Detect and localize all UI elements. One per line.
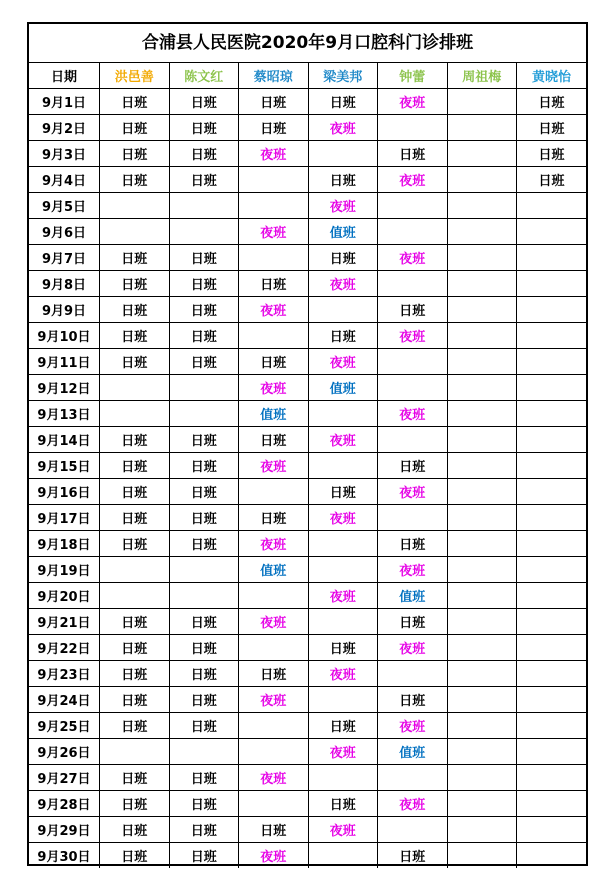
shift-cell: 日班	[100, 609, 170, 635]
date-cell: 9月2日	[29, 115, 100, 141]
table-row	[29, 817, 586, 843]
date-cell: 9月24日	[29, 687, 100, 713]
shift-cell	[239, 323, 309, 349]
date-cell: 9月13日	[29, 401, 100, 427]
schedule-table	[29, 63, 586, 868]
shift-cell: 日班	[100, 765, 170, 791]
shift-cell: 夜班	[308, 739, 378, 765]
date-cell: 9月6日	[29, 219, 100, 245]
shift-cell: 日班	[100, 505, 170, 531]
shift-cell	[169, 375, 239, 401]
shift-cell: 夜班	[378, 635, 448, 661]
shift-cell: 日班	[169, 427, 239, 453]
shift-cell	[447, 245, 517, 271]
shift-cell	[378, 427, 448, 453]
shift-cell	[308, 687, 378, 713]
shift-cell: 值班	[308, 375, 378, 401]
shift-cell	[517, 349, 587, 375]
shift-cell	[239, 713, 309, 739]
table-row	[29, 635, 586, 661]
shift-cell	[517, 297, 587, 323]
shift-cell: 日班	[169, 323, 239, 349]
doctor-header: 黄晓怡	[517, 63, 587, 89]
shift-cell: 日班	[100, 141, 170, 167]
schedule-sheet	[27, 22, 588, 866]
shift-cell: 夜班	[308, 505, 378, 531]
shift-cell: 夜班	[239, 687, 309, 713]
shift-cell	[447, 583, 517, 609]
shift-cell	[447, 739, 517, 765]
table-row	[29, 401, 586, 427]
shift-cell: 日班	[378, 141, 448, 167]
shift-cell: 日班	[169, 531, 239, 557]
shift-cell	[517, 427, 587, 453]
shift-cell: 日班	[169, 505, 239, 531]
shift-cell: 值班	[378, 583, 448, 609]
shift-cell	[447, 479, 517, 505]
table-row	[29, 661, 586, 687]
shift-cell	[517, 245, 587, 271]
shift-cell: 日班	[239, 661, 309, 687]
shift-cell	[100, 739, 170, 765]
shift-cell	[517, 765, 587, 791]
shift-cell: 日班	[378, 687, 448, 713]
shift-cell: 夜班	[378, 323, 448, 349]
table-row	[29, 791, 586, 817]
shift-cell: 夜班	[378, 89, 448, 115]
date-cell: 9月9日	[29, 297, 100, 323]
table-row	[29, 323, 586, 349]
date-cell: 9月15日	[29, 453, 100, 479]
shift-cell	[517, 557, 587, 583]
shift-cell	[447, 661, 517, 687]
shift-cell	[169, 583, 239, 609]
shift-cell: 日班	[169, 141, 239, 167]
shift-cell: 夜班	[308, 271, 378, 297]
header-row	[29, 63, 586, 89]
date-column-header: 日期	[29, 63, 100, 89]
shift-cell: 日班	[169, 661, 239, 687]
table-row	[29, 349, 586, 375]
shift-cell	[517, 323, 587, 349]
date-cell: 9月26日	[29, 739, 100, 765]
shift-cell	[239, 791, 309, 817]
shift-cell: 夜班	[239, 609, 309, 635]
shift-cell	[447, 427, 517, 453]
shift-cell: 日班	[169, 245, 239, 271]
shift-cell	[447, 193, 517, 219]
table-row	[29, 505, 586, 531]
shift-cell: 夜班	[378, 401, 448, 427]
shift-cell	[517, 401, 587, 427]
shift-cell: 日班	[378, 531, 448, 557]
shift-cell: 夜班	[308, 817, 378, 843]
shift-cell: 日班	[100, 271, 170, 297]
date-cell: 9月1日	[29, 89, 100, 115]
shift-cell: 日班	[378, 297, 448, 323]
shift-cell	[447, 505, 517, 531]
shift-cell	[308, 531, 378, 557]
shift-cell: 日班	[100, 115, 170, 141]
doctor-header: 蔡昭琼	[239, 63, 309, 89]
shift-cell	[447, 817, 517, 843]
shift-cell: 夜班	[239, 219, 309, 245]
shift-cell: 值班	[239, 557, 309, 583]
shift-cell: 日班	[239, 505, 309, 531]
shift-cell	[447, 791, 517, 817]
shift-cell: 日班	[517, 167, 587, 193]
shift-cell	[308, 453, 378, 479]
shift-cell: 日班	[100, 349, 170, 375]
doctor-header: 钟蕾	[378, 63, 448, 89]
shift-cell	[517, 479, 587, 505]
shift-cell: 日班	[100, 791, 170, 817]
table-row	[29, 453, 586, 479]
shift-cell	[447, 635, 517, 661]
shift-cell: 日班	[239, 89, 309, 115]
shift-cell: 日班	[169, 167, 239, 193]
table-row	[29, 89, 586, 115]
schedule-body	[29, 63, 586, 868]
shift-cell: 日班	[100, 661, 170, 687]
shift-cell: 日班	[308, 635, 378, 661]
shift-cell: 日班	[100, 453, 170, 479]
shift-cell	[308, 557, 378, 583]
shift-cell: 值班	[308, 219, 378, 245]
shift-cell: 日班	[100, 635, 170, 661]
shift-cell	[239, 635, 309, 661]
shift-cell: 夜班	[308, 115, 378, 141]
shift-cell: 日班	[169, 297, 239, 323]
shift-cell	[378, 375, 448, 401]
shift-cell: 夜班	[378, 245, 448, 271]
shift-cell: 日班	[378, 609, 448, 635]
date-cell: 9月14日	[29, 427, 100, 453]
shift-cell: 日班	[169, 479, 239, 505]
table-row	[29, 583, 586, 609]
date-cell: 9月28日	[29, 791, 100, 817]
table-row	[29, 141, 586, 167]
shift-cell	[378, 271, 448, 297]
table-row	[29, 609, 586, 635]
shift-cell	[378, 219, 448, 245]
shift-cell: 日班	[169, 713, 239, 739]
shift-cell: 日班	[169, 635, 239, 661]
table-row	[29, 479, 586, 505]
shift-cell	[447, 687, 517, 713]
shift-cell	[447, 297, 517, 323]
date-cell: 9月18日	[29, 531, 100, 557]
shift-cell	[100, 401, 170, 427]
table-row	[29, 427, 586, 453]
schedule-title: 合浦县人民医院2020年9月口腔科门诊排班	[29, 24, 586, 63]
table-row	[29, 245, 586, 271]
shift-cell	[378, 115, 448, 141]
shift-cell: 夜班	[239, 453, 309, 479]
shift-cell: 日班	[100, 89, 170, 115]
shift-cell	[517, 505, 587, 531]
shift-cell: 日班	[100, 531, 170, 557]
shift-cell	[447, 609, 517, 635]
date-cell: 9月30日	[29, 843, 100, 869]
shift-cell: 夜班	[308, 427, 378, 453]
shift-cell	[447, 271, 517, 297]
shift-cell	[378, 817, 448, 843]
shift-cell	[239, 193, 309, 219]
shift-cell	[378, 193, 448, 219]
shift-cell	[447, 557, 517, 583]
table-row	[29, 843, 586, 869]
date-cell: 9月17日	[29, 505, 100, 531]
shift-cell: 日班	[308, 245, 378, 271]
shift-cell	[308, 765, 378, 791]
shift-cell	[100, 557, 170, 583]
date-cell: 9月16日	[29, 479, 100, 505]
shift-cell: 日班	[100, 843, 170, 869]
shift-cell: 日班	[239, 349, 309, 375]
shift-cell: 日班	[308, 713, 378, 739]
shift-cell	[517, 219, 587, 245]
date-cell: 9月29日	[29, 817, 100, 843]
shift-cell	[169, 557, 239, 583]
shift-cell	[517, 453, 587, 479]
shift-cell: 夜班	[239, 765, 309, 791]
shift-cell	[100, 375, 170, 401]
shift-cell: 日班	[169, 817, 239, 843]
shift-cell: 日班	[517, 115, 587, 141]
shift-cell: 日班	[239, 115, 309, 141]
shift-cell: 夜班	[239, 141, 309, 167]
shift-cell	[517, 843, 587, 869]
shift-cell	[517, 661, 587, 687]
shift-cell: 日班	[308, 791, 378, 817]
shift-cell: 值班	[239, 401, 309, 427]
shift-cell	[447, 349, 517, 375]
shift-cell: 日班	[308, 89, 378, 115]
date-cell: 9月5日	[29, 193, 100, 219]
shift-cell	[239, 245, 309, 271]
shift-cell: 日班	[169, 765, 239, 791]
shift-cell: 日班	[100, 323, 170, 349]
shift-cell: 日班	[169, 843, 239, 869]
shift-cell	[447, 531, 517, 557]
date-cell: 9月4日	[29, 167, 100, 193]
table-row	[29, 115, 586, 141]
shift-cell	[517, 193, 587, 219]
date-cell: 9月19日	[29, 557, 100, 583]
shift-cell: 日班	[239, 427, 309, 453]
shift-cell: 日班	[100, 713, 170, 739]
shift-cell	[308, 843, 378, 869]
doctor-header: 梁美邦	[308, 63, 378, 89]
table-row	[29, 713, 586, 739]
shift-cell	[447, 401, 517, 427]
shift-cell	[447, 167, 517, 193]
shift-cell: 日班	[239, 271, 309, 297]
shift-cell: 夜班	[239, 297, 309, 323]
shift-cell	[308, 297, 378, 323]
shift-cell: 夜班	[308, 193, 378, 219]
shift-cell: 夜班	[378, 791, 448, 817]
shift-cell	[517, 375, 587, 401]
shift-cell: 日班	[100, 167, 170, 193]
shift-cell	[308, 609, 378, 635]
shift-cell	[378, 661, 448, 687]
shift-cell: 日班	[169, 89, 239, 115]
shift-cell	[169, 401, 239, 427]
table-row	[29, 193, 586, 219]
shift-cell: 日班	[100, 297, 170, 323]
shift-cell	[239, 739, 309, 765]
shift-cell	[517, 791, 587, 817]
shift-cell	[308, 141, 378, 167]
shift-cell	[517, 739, 587, 765]
shift-cell: 日班	[169, 687, 239, 713]
shift-cell	[308, 401, 378, 427]
table-row	[29, 557, 586, 583]
date-cell: 9月10日	[29, 323, 100, 349]
shift-cell	[100, 193, 170, 219]
shift-cell	[239, 583, 309, 609]
shift-cell: 日班	[100, 817, 170, 843]
shift-cell: 日班	[169, 115, 239, 141]
table-row	[29, 219, 586, 245]
shift-cell	[378, 505, 448, 531]
shift-cell	[517, 817, 587, 843]
shift-cell: 日班	[100, 479, 170, 505]
doctor-header: 洪邑善	[100, 63, 170, 89]
shift-cell	[239, 479, 309, 505]
shift-cell	[517, 531, 587, 557]
shift-cell: 日班	[308, 479, 378, 505]
shift-cell: 日班	[100, 427, 170, 453]
doctor-header: 周祖梅	[447, 63, 517, 89]
shift-cell	[517, 271, 587, 297]
date-cell: 9月12日	[29, 375, 100, 401]
shift-cell: 日班	[169, 609, 239, 635]
shift-cell: 日班	[308, 167, 378, 193]
shift-cell: 日班	[239, 817, 309, 843]
shift-cell: 日班	[517, 141, 587, 167]
shift-cell	[447, 765, 517, 791]
date-cell: 9月7日	[29, 245, 100, 271]
shift-cell: 日班	[100, 245, 170, 271]
shift-cell	[517, 713, 587, 739]
date-cell: 9月27日	[29, 765, 100, 791]
shift-cell: 值班	[378, 739, 448, 765]
table-row	[29, 765, 586, 791]
shift-cell: 夜班	[239, 531, 309, 557]
shift-cell	[447, 219, 517, 245]
shift-cell	[447, 453, 517, 479]
shift-cell	[447, 115, 517, 141]
date-cell: 9月21日	[29, 609, 100, 635]
date-cell: 9月25日	[29, 713, 100, 739]
shift-cell	[447, 375, 517, 401]
shift-cell: 夜班	[378, 713, 448, 739]
shift-cell	[378, 765, 448, 791]
shift-cell	[378, 349, 448, 375]
shift-cell	[239, 167, 309, 193]
shift-cell: 日班	[100, 687, 170, 713]
date-cell: 9月20日	[29, 583, 100, 609]
date-cell: 9月8日	[29, 271, 100, 297]
shift-cell: 夜班	[308, 661, 378, 687]
table-row	[29, 375, 586, 401]
table-row	[29, 531, 586, 557]
shift-cell	[447, 843, 517, 869]
shift-cell: 夜班	[378, 557, 448, 583]
shift-cell	[517, 635, 587, 661]
shift-cell: 夜班	[308, 349, 378, 375]
table-row	[29, 687, 586, 713]
shift-cell	[100, 219, 170, 245]
shift-cell	[517, 609, 587, 635]
table-row	[29, 297, 586, 323]
table-row	[29, 739, 586, 765]
shift-cell: 夜班	[378, 167, 448, 193]
shift-cell: 日班	[169, 271, 239, 297]
shift-cell: 日班	[517, 89, 587, 115]
date-cell: 9月23日	[29, 661, 100, 687]
shift-cell	[100, 583, 170, 609]
shift-cell: 夜班	[308, 583, 378, 609]
shift-cell	[447, 713, 517, 739]
shift-cell: 夜班	[378, 479, 448, 505]
shift-cell: 夜班	[239, 375, 309, 401]
shift-cell	[447, 89, 517, 115]
date-cell: 9月11日	[29, 349, 100, 375]
shift-cell	[447, 141, 517, 167]
shift-cell: 夜班	[239, 843, 309, 869]
shift-cell: 日班	[378, 453, 448, 479]
shift-cell	[447, 323, 517, 349]
shift-cell	[517, 583, 587, 609]
shift-cell: 日班	[378, 843, 448, 869]
shift-cell: 日班	[308, 323, 378, 349]
shift-cell	[517, 687, 587, 713]
shift-cell	[169, 193, 239, 219]
table-row	[29, 167, 586, 193]
doctor-header: 陈文红	[169, 63, 239, 89]
shift-cell: 日班	[169, 349, 239, 375]
table-row	[29, 271, 586, 297]
date-cell: 9月3日	[29, 141, 100, 167]
shift-cell: 日班	[169, 791, 239, 817]
shift-cell: 日班	[169, 453, 239, 479]
shift-cell	[169, 219, 239, 245]
shift-cell	[169, 739, 239, 765]
date-cell: 9月22日	[29, 635, 100, 661]
